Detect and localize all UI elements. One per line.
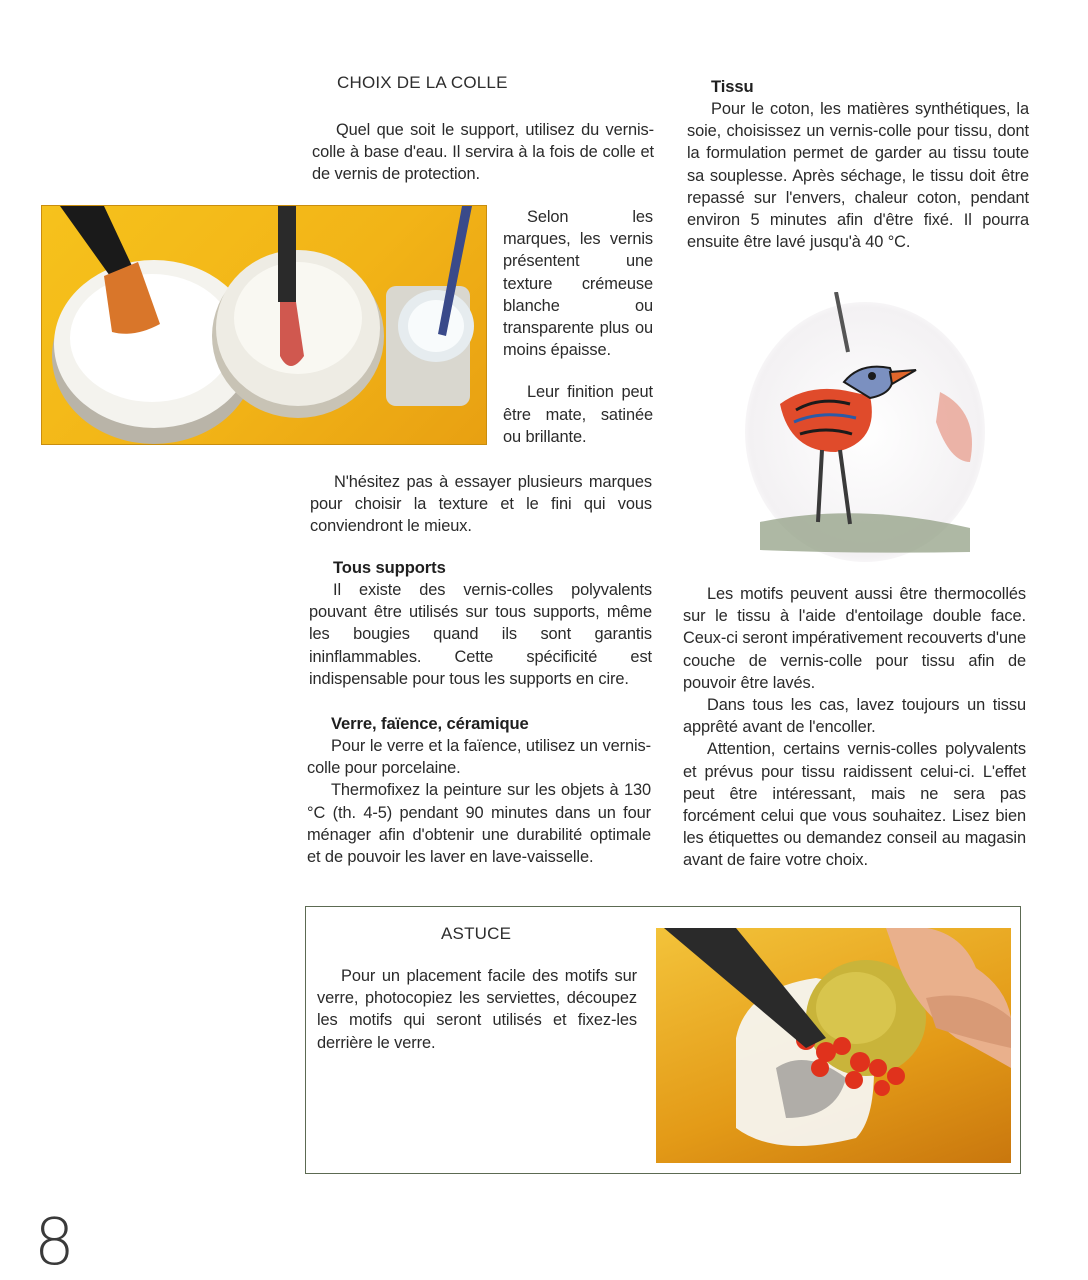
- tissu-heading: Tissu: [711, 77, 754, 96]
- astuce-text: Pour un placement facile des motifs sur verre, photocopiez les serviettes, découpez les motifs qui seront utilisés et fixez-les derrière le verre.: [317, 967, 637, 1052]
- tissu-text-4: Attention, certains vernis-colles polyvalents et prévus pour tissu raidissent celui-ci. L'effet peut être intéressant, mais ne sera pas forcément celui que vous souhaitez. Lisez bien les étiquettes ou demandez conseil au magasin avant de faire votre choix.: [683, 740, 1026, 870]
- page-number: 8: [34, 1206, 75, 1280]
- tissu-text: Pour le coton, les matières synthétiques, la soie, choisissez un vernis-colle pour tissu, dont la formulation permet de garder au tissu toute sa souplesse. Après séchage, le tissu doit être repassé sur l'envers, chaleur coton, pendant environ 5 minutes afin d'être fixé. Il pourra ensuite être lavé jusqu'à 40 °C.: [687, 100, 1029, 252]
- glass-painting-photo: [656, 928, 1011, 1163]
- verre-section: [307, 713, 651, 868]
- bird-illustration: [740, 292, 990, 564]
- astuce-body: [317, 965, 637, 1054]
- astuce-heading: ASTUCE: [441, 924, 512, 943]
- choix-intro: [312, 119, 654, 186]
- choix-essayer-text: N'hésitez pas à essayer plusieurs marques pour choisir la texture et le fini qui vous conviendront le mieux.: [310, 473, 652, 536]
- choix-essayer: [310, 471, 652, 538]
- verre-text-1: Pour le verre et la faïence, utilisez un vernis-colle pour porcelaine.: [307, 737, 651, 778]
- brushes-jars-photo: [41, 205, 487, 445]
- bird-fabric-photo: [740, 292, 990, 564]
- brushes-jars-illustration: [42, 206, 486, 444]
- choix-side-text-1: Selon les marques, les vernis présentent une texture crémeuse blanche ou transparente plus ou moins épaisse.: [503, 208, 653, 360]
- verre-text-2: Thermofixez la peinture sur les objets à 130 °C (th. 4-5) pendant 90 minutes dans un four ménager afin d'obtenir une durabilité optimale et de pouvoir les laver en lave-vaisselle.: [307, 781, 651, 867]
- tous-supports-heading: Tous supports: [333, 558, 446, 577]
- tissu-more: [683, 583, 1026, 872]
- tissu-section: [687, 76, 1029, 253]
- glass-illustration: [656, 928, 1011, 1163]
- tous-supports-text: Il existe des vernis-colles polyvalents pouvant être utilisés sur tous supports, même les bougies quand ils sont garantis ininflammables. Cette spécificité est indispensable pour tous les supports en cire.: [309, 581, 652, 688]
- choix-side-text-2: Leur finition peut être mate, satinée ou brillante.: [503, 383, 653, 446]
- tissu-text-3: Dans tous les cas, lavez toujours un tissu apprêté avant de l'encoller.: [683, 696, 1026, 737]
- choix-intro-text: Quel que soit le support, utilisez du vernis-colle à base d'eau. Il servira à la fois de colle et de vernis de protection.: [312, 121, 654, 184]
- verre-heading: Verre, faïence, céramique: [331, 714, 529, 733]
- choix-side-text: [503, 206, 653, 448]
- tous-supports-section: [309, 557, 652, 690]
- section-heading-choix: CHOIX DE LA COLLE: [337, 73, 508, 92]
- tissu-text-2: Les motifs peuvent aussi être thermocollés sur le tissu à l'aide d'entoilage double face. Ceux-ci seront impérativement recouverts d'une couche de vernis-colle pour tissu afin de pouvoir être lavés.: [683, 585, 1026, 692]
